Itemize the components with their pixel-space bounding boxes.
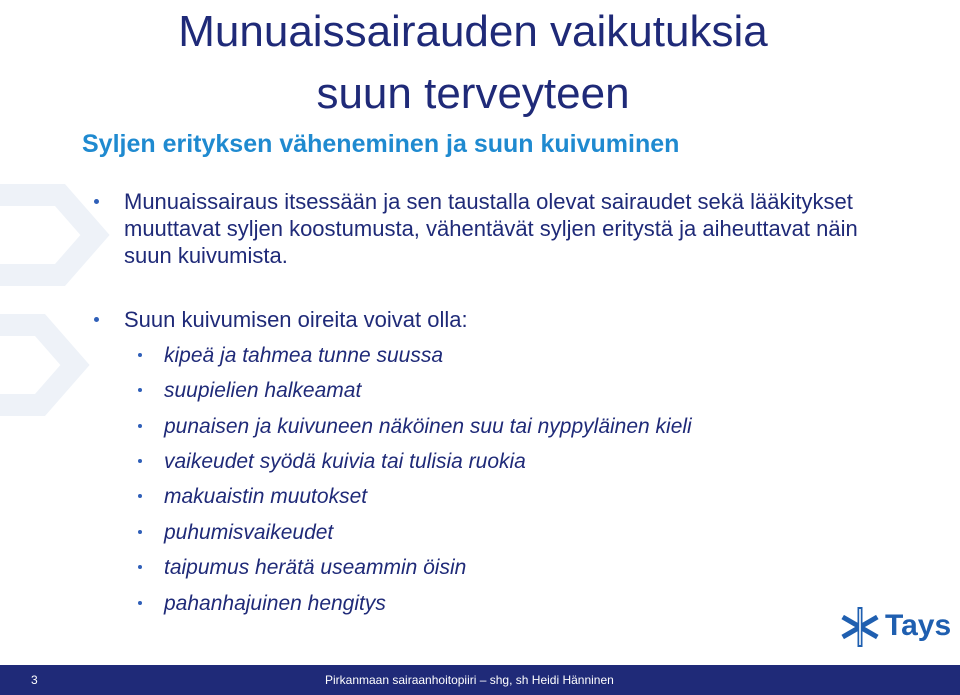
bullet-icon [138,424,142,428]
symptom-text: pahanhajuinen hengitys [164,592,386,615]
bullet-icon [138,494,142,498]
bullet-icon [138,601,142,605]
symptom-item [164,449,884,475]
symptom-item [164,520,884,546]
bullet-icon [138,459,142,463]
symptom-item [164,591,884,617]
symptom-text: vaikeudet syödä kuivia tai tulisia ruokia [164,450,526,473]
symptom-text: suupielien halkeamat [164,379,362,402]
footer-bar [0,665,960,695]
symptom-text: kipeä ja tahmea tunne suussa [164,344,444,367]
symptom-item [164,378,884,404]
bullet-icon [138,353,142,357]
title-line-1: Munuaissairauden vaikutuksia [178,7,768,56]
footer-organization: Pirkanmaan sairaanhoitopiiri – shg, sh Heidi Hänninen [325,673,614,687]
bullet-icon [138,565,142,569]
bullet-icon [138,530,142,534]
bullet-icon [94,199,99,204]
symptom-item [164,414,884,440]
background-watermark-icon [0,175,140,475]
slide-subtitle: Syljen erityksen väheneminen ja suun kuivuminen [82,130,680,158]
bullet-icon [138,388,142,392]
tays-logo: Tays [885,609,952,642]
bullet-text: Munuaissairaus itsessään ja sen taustalla olevat sairaudet sekä lääkitykset muuttavat syljen koostumusta, vähentävät syljen eritystä ja aiheuttavat näin suun kuivumista. [124,189,858,268]
star-of-life-icon [836,603,884,651]
bullet-icon [94,317,99,322]
symptom-item [164,343,884,369]
symptom-text: puhumisvaikeudet [164,521,334,544]
bullet-item [124,306,904,333]
slide-title [0,0,946,124]
symptom-item [164,484,884,510]
symptom-item [164,555,884,581]
symptom-text: punaisen ja kuivuneen näköinen suu tai nyppyläinen kieli [164,415,692,438]
bullet-text: Suun kuivumisen oireita voivat olla: [124,307,468,332]
page-number: 3 [31,673,38,687]
bullet-item [124,188,904,269]
symptom-text: makuaistin muutokset [164,485,368,508]
symptom-text: taipumus herätä useammin öisin [164,556,467,579]
title-line-2: suun terveyteen [316,69,630,118]
